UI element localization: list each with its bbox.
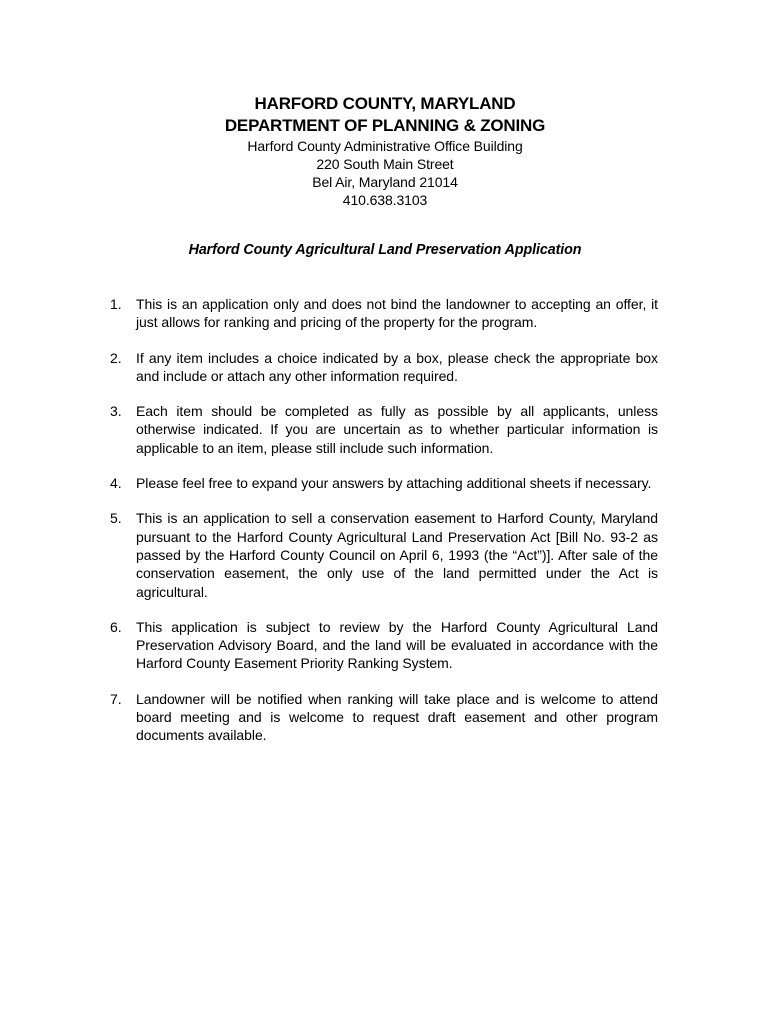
city-state-zip: Bel Air, Maryland 21014	[312, 174, 458, 190]
item-number: 4.	[110, 475, 122, 492]
list-item	[110, 295, 658, 332]
item-text: This application is subject to review by the Harford County Agricultural Land Preservation Advisory Board, and the land will be evaluated in accordance with the Harford County Easement Priority Ranking System.	[136, 618, 658, 672]
department-name: DEPARTMENT OF PLANNING & ZONING	[224, 116, 546, 135]
item-text: This is an application only and does not bind the landowner to accepting an offer, it just allows for ranking and pricing of the property for the program.	[136, 296, 658, 331]
letterhead	[0, 93, 770, 209]
street-address: 220 South Main Street	[316, 156, 454, 172]
list-item	[110, 349, 658, 386]
phone-number: 410.638.3103	[342, 192, 428, 208]
org-name: HARFORD COUNTY, MARYLAND	[254, 94, 516, 113]
list-item	[110, 618, 658, 673]
list-item	[110, 402, 658, 457]
instruction-list	[110, 295, 658, 762]
list-item	[110, 474, 658, 492]
item-text: Landowner will be notified when ranking will take place and is welcome to attend board meeting and is welcome to request draft easement and other program documents available.	[136, 690, 658, 744]
item-number: 3.	[110, 403, 122, 420]
item-text: Each item should be completed as fully as possible by all applicants, unless otherwise indicated. If you are uncertain as to whether particular information is applicable to an item, please still include such information.	[136, 403, 658, 456]
item-text: If any item includes a choice indicated by a box, please check the appropriate box and include or attach any other information required.	[136, 349, 658, 384]
item-text: Please feel free to expand your answers by attaching additional sheets if necessary.	[136, 475, 652, 492]
list-item	[110, 690, 658, 745]
building-name: Harford County Administrative Office Building	[247, 138, 523, 154]
item-number: 7.	[110, 690, 122, 707]
item-number: 5.	[110, 510, 122, 527]
item-number: 1.	[110, 296, 122, 312]
item-number: 6.	[110, 618, 122, 635]
item-number: 2.	[110, 349, 122, 366]
list-item	[110, 509, 658, 600]
document-title: Harford County Agricultural Land Preservation Application	[188, 242, 582, 258]
item-text: This is an application to sell a conservation easement to Harford County, Maryland pursuant to the Harford County Agricultural Land Preservation Act [Bill No. 93-2 as passed by the Harford County Council on April 6, 1993 (the “Act”)]. After sale of the conservation easement, the only use of the land permitted under the Act is agricultural.	[136, 510, 658, 600]
